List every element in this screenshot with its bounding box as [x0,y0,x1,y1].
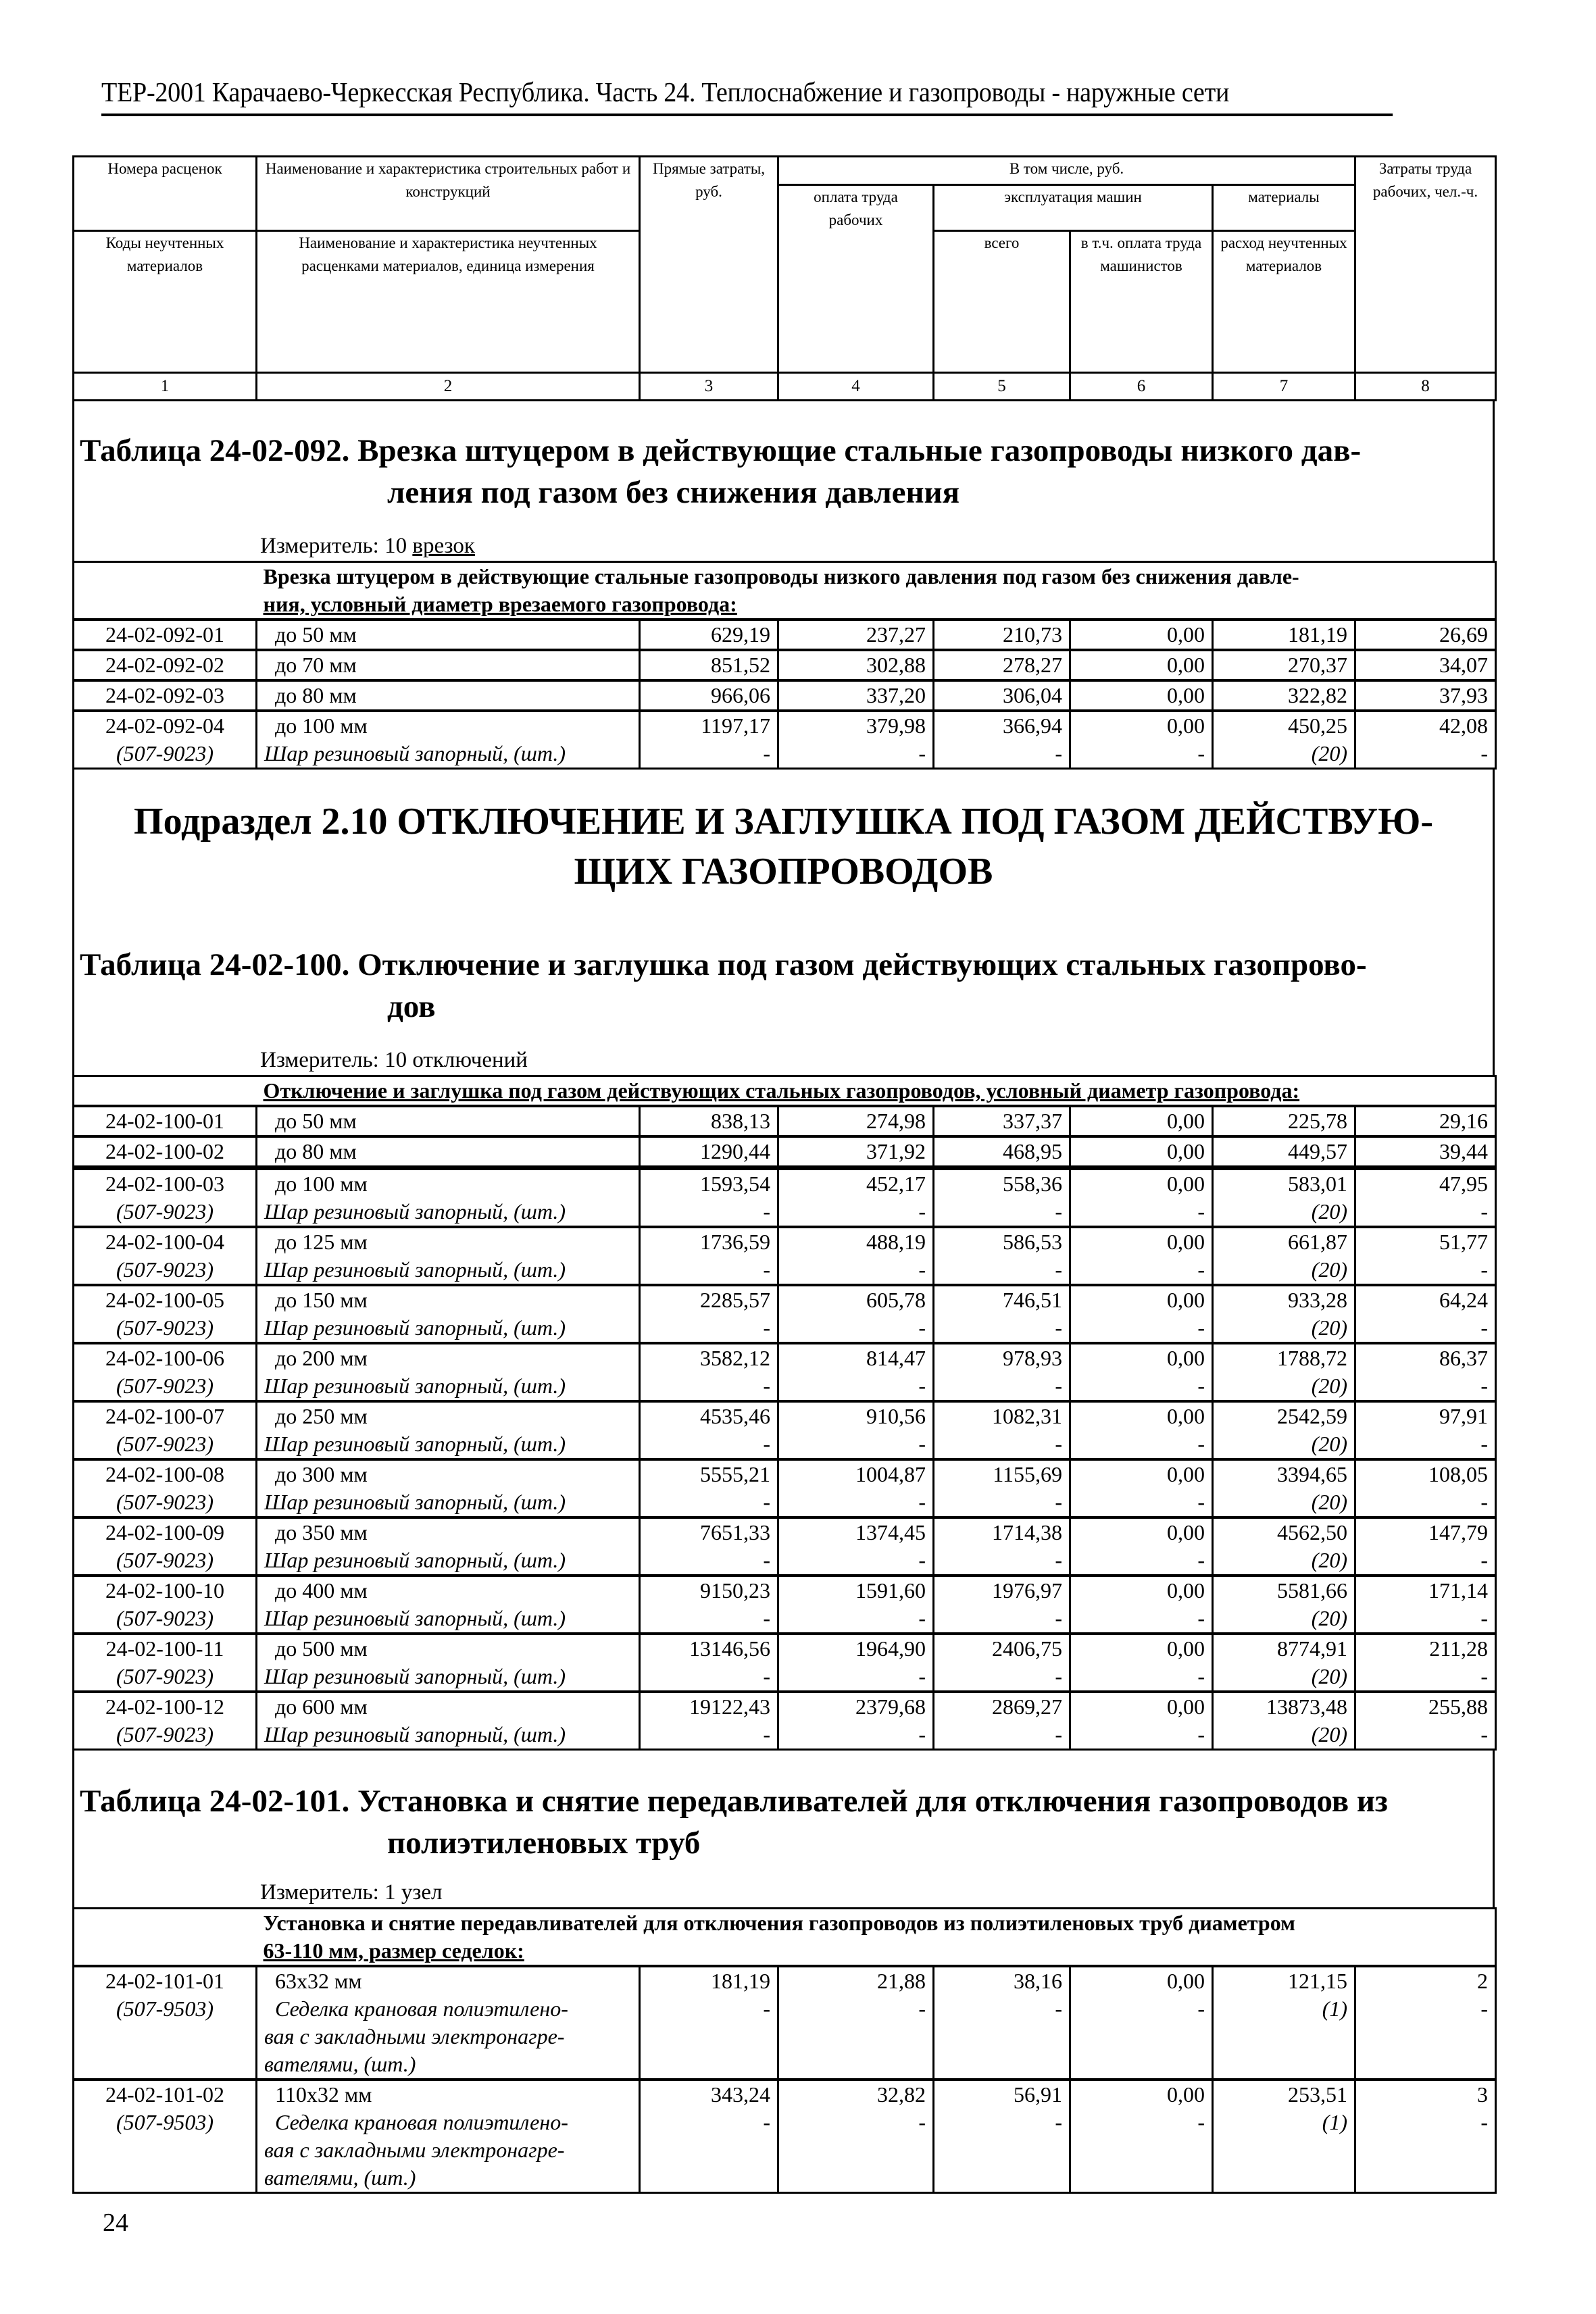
header-work-name: Наименование и характеристика строительных работ и конструкций [257,157,640,231]
header-labor-hours: Затраты труда рабочих, чел.-ч. [1355,157,1496,373]
table-row: 24-02-100-06 (507-9023) до 200 мм Шар резиновый запорный, (шт.) 3582,12 - 814,47 - 978,93 - 0,00 - 1788,72 (20) 86,37 - [74,1343,1496,1401]
header-rate-numbers: Номера расценок [74,157,257,231]
table-row: 24-02-092-03 до 80 мм 966,06 337,20 306,04 0,00 322,82 37,93 [74,680,1496,711]
header-machines: эксплуатация машин [934,185,1213,231]
table-row: 24-02-100-01 до 50 мм 838,13 274,98 337,37 0,00 225,78 29,16 [74,1106,1496,1136]
header-materials: материалы [1213,185,1355,231]
table-row: 24-02-100-03 (507-9023) до 100 мм Шар резиновый запорный, (шт.) 1593,54 - 452,17 - 558,36 - 0,00 - 583,01 (20) 47,95 - [74,1169,1496,1227]
table-row: 24-02-100-08 (507-9023) до 300 мм Шар резиновый запорный, (шт.) 5555,21 - 1004,87 - 1155,69 - 0,00 - 3394,65 (20) 108,05 - [74,1459,1496,1517]
table-100 [72,1075,1497,1167]
table-row: 24-02-101-02 (507-9503) 110x32 мм Седелка крановая полиэтилено- вая с закладными электронагре- вателями, (шт.) 343,24 - 32,82 - 56,91 - 0,00 - 253,51 (1) 3 - [74,2080,1496,2193]
table-092-title: Таблица 24-02-092. Врезка штуцером в действующие стальные газопроводы низкого дав- ления под газом без снижения давления [80,433,1362,510]
table-row: 24-02-100-12 (507-9023) до 600 мм Шар резиновый запорный, (шт.) 19122,43 - 2379,68 - 2869,27 - 0,00 - 13873,48 (20) 255,88 - [74,1692,1496,1750]
table-092 [72,561,1497,770]
table-101-intro: Установка и снятие передавливателей для отключения газопроводов из полиэтиленовых труб диаметром 63-110 мм, размер седелок: [257,1909,1496,1967]
table-101-measure: Измеритель: 1 узел [260,1880,443,1905]
header-machines-total: всего [934,231,1070,373]
table-row: 24-02-092-04 (507-9023) до 100 мм Шар резиновый запорный, (шт.) 1197,17 - 379,98 - 366,94 - 0,00 - 450,25 (20) 42,08 - [74,711,1496,769]
table-100-with-materials [72,1167,1497,1751]
col-num-2: 2 [257,373,640,401]
col-num-3: 3 [640,373,778,401]
table-100-intro: Отключение и заглушка под газом действующих стальных газопроводов, условный диаметр газопровода: [257,1076,1496,1107]
table-row: 24-02-100-05 (507-9023) до 150 мм Шар резиновый запорный, (шт.) 2285,57 - 605,78 - 746,51 - 0,00 - 933,28 (20) 64,24 - [74,1285,1496,1343]
col-num-7: 7 [1213,373,1355,401]
col-num-6: 6 [1070,373,1213,401]
document-frame [72,155,1495,2194]
subsection-title: Подраздел 2.10 ОТКЛЮЧЕНИЕ И ЗАГЛУШКА ПОД ГАЗОМ ДЕЙСТВУЮ- ЩИХ ГАЗОПРОВОДОВ [134,801,1433,892]
col-num-1: 1 [74,373,257,401]
table-row: 24-02-100-07 (507-9023) до 250 мм Шар резиновый запорный, (шт.) 4535,46 - 910,56 - 1082,31 - 0,00 - 2542,59 (20) 97,91 - [74,1401,1496,1459]
col-num-4: 4 [778,373,934,401]
table-101 [72,1907,1497,2194]
table-row: 24-02-092-01 до 50 мм 629,19 237,27 210,73 0,00 181,19 26,69 [74,620,1496,650]
header-including: В том числе, руб. [778,157,1355,185]
table-row: 24-02-100-09 (507-9023) до 350 мм Шар резиновый запорный, (шт.) 7651,33 - 1374,45 - 1714,38 - 0,00 - 4562,50 (20) 147,79 - [74,1517,1496,1576]
table-100-title: Таблица 24-02-100. Отключение и заглушка под газом действующих стальных газопрово- дов [80,947,1367,1024]
page-number: 24 [103,2209,128,2237]
header-operator-pay: в т.ч. оплата труда машинистов [1070,231,1213,373]
header-material-codes: Коды неучтенных материалов [74,231,257,373]
table-092-measure: Измеритель: 10 врезок [260,534,475,558]
table-row: 24-02-100-04 (507-9023) до 125 мм Шар резиновый запорный, (шт.) 1736,59 - 488,19 - 586,53 - 0,00 - 661,87 (20) 51,77 - [74,1227,1496,1285]
table-row: 24-02-101-01 (507-9503) 63x32 мм Седелка крановая полиэтилено- вая с закладными электронагре- вателями, (шт.) 181,19 - 21,88 - 38,16 - 0,00 - 121,15 (1) 2 - [74,1966,1496,2080]
table-101-title: Таблица 24-02-101. Установка и снятие передавливателей для отключения газопроводов из полиэтиленовых труб [80,1784,1388,1861]
header-material-names: Наименование и характеристика неучтенных расценками материалов, единица измерения [257,231,640,373]
column-header-table [72,155,1497,401]
header-material-consumption: расход неучтенных материалов [1213,231,1355,373]
header-worker-pay: оплата труда рабочих [778,185,934,373]
header-direct-costs: Прямые затраты, руб. [640,157,778,373]
col-num-5: 5 [934,373,1070,401]
table-100-measure: Измеритель: 10 отключений [260,1048,528,1072]
table-row: 24-02-092-02 до 70 мм 851,52 302,88 278,27 0,00 270,37 34,07 [74,650,1496,680]
subsection-2-10-heading [72,770,1495,1075]
table-101-heading [72,1751,1495,1907]
table-row: 24-02-100-10 (507-9023) до 400 мм Шар резиновый запорный, (шт.) 9150,23 - 1591,60 - 1976,97 - 0,00 - 5581,66 (20) 171,14 - [74,1576,1496,1634]
col-num-8: 8 [1355,373,1496,401]
page-header: ТЕР-2001 Карачаево-Черкесская Республика. Часть 24. Теплоснабжение и газопроводы - наружные сети [101,74,1393,116]
table-row: 24-02-100-11 (507-9023) до 500 мм Шар резиновый запорный, (шт.) 13146,56 - 1964,90 - 2406,75 - 0,00 - 8774,91 (20) 211,28 - [74,1634,1496,1692]
table-092-heading [72,401,1495,561]
table-row: 24-02-100-02 до 80 мм 1290,44 371,92 468,95 0,00 449,57 39,44 [74,1136,1496,1167]
table-092-intro: Врезка штуцером в действующие стальные газопроводы низкого давления под газом без снижения давле- ния, условный диаметр врезаемого газопровода: [257,562,1496,620]
